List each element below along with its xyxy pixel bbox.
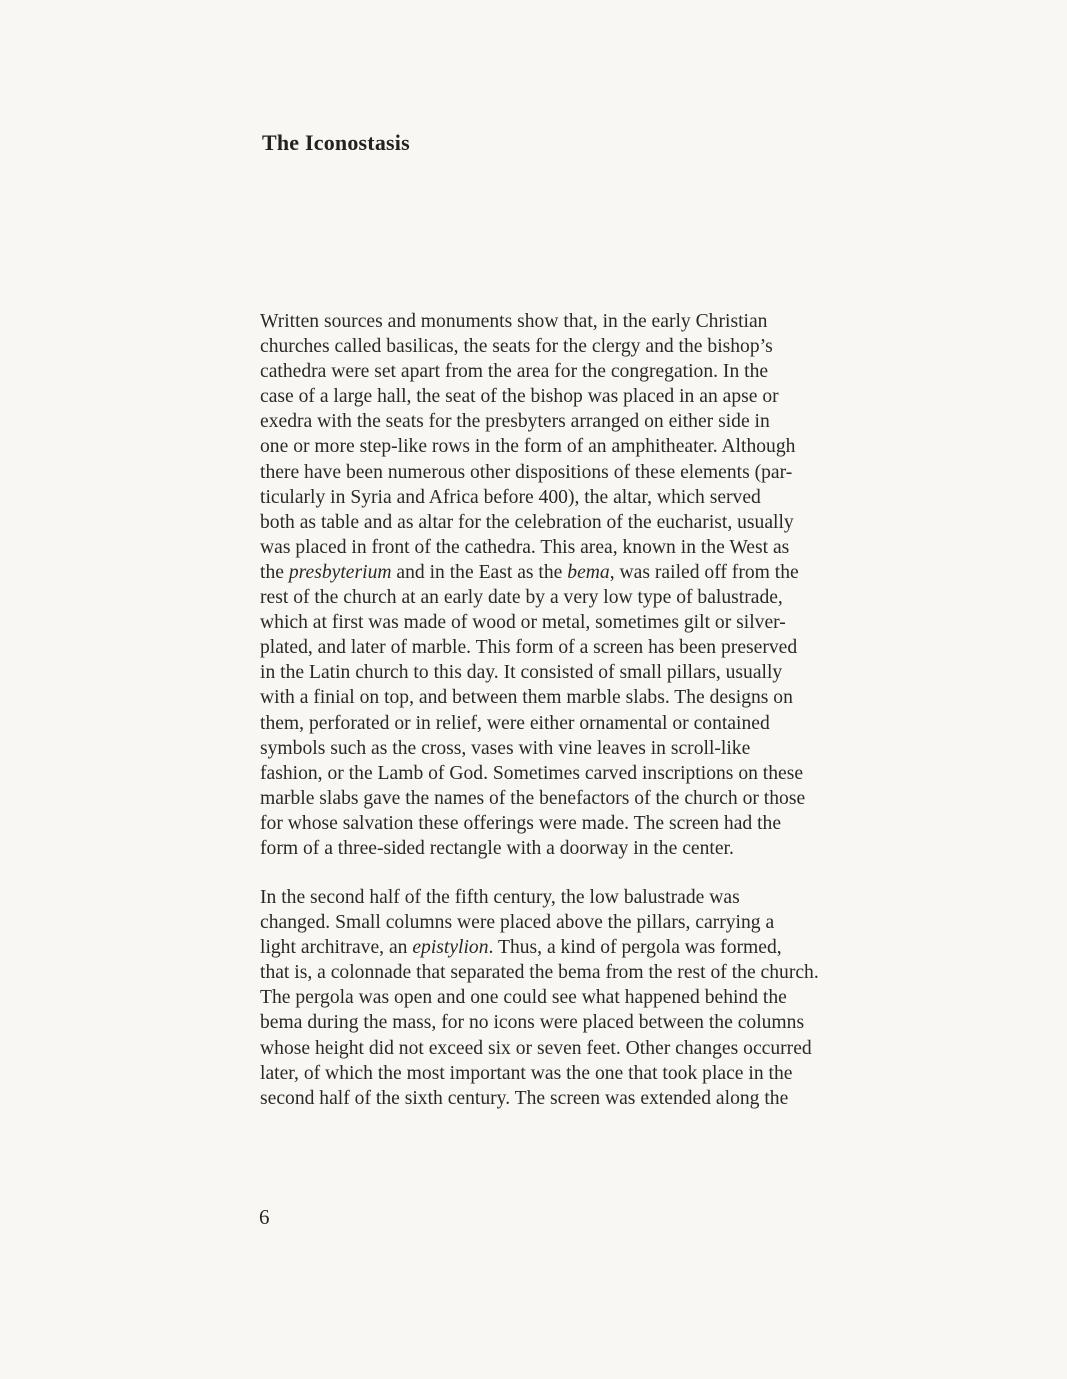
text-segment: which at first was made of wood or metal, sometimes gilt or silver- bbox=[260, 612, 786, 634]
text-line bbox=[260, 309, 805, 334]
text-line bbox=[260, 1010, 819, 1035]
text-segment: . Thus, a kind of pergola was formed, bbox=[488, 937, 782, 959]
text-segment: there have been numerous other dispositions of these elements (par- bbox=[260, 461, 793, 483]
text-segment: was placed in front of the cathedra. This area, known in the West as bbox=[260, 536, 790, 558]
text-segment: symbols such as the cross, vases with vine leaves in scroll-like bbox=[260, 737, 751, 759]
text-segment: The pergola was open and one could see what happened behind the bbox=[260, 987, 787, 1009]
paragraph-2 bbox=[260, 885, 819, 1111]
text-segment: form of a three-sided rectangle with a doorway in the center. bbox=[260, 837, 734, 859]
text-segment: rest of the church at an early date by a very low type of balustrade, bbox=[260, 587, 783, 609]
text-segment: , was railed off from the bbox=[609, 561, 799, 583]
text-line bbox=[260, 535, 805, 560]
text-line bbox=[260, 960, 819, 985]
text-line bbox=[260, 786, 805, 811]
text-segment: fashion, or the Lamb of God. Sometimes carved inscriptions on these bbox=[260, 762, 804, 784]
text-line bbox=[260, 761, 805, 786]
text-line bbox=[260, 685, 805, 710]
text-line bbox=[260, 985, 819, 1010]
page-heading: The Iconostasis bbox=[262, 130, 410, 155]
text-line bbox=[260, 610, 805, 635]
text-segment: bema during the mass, for no icons were placed between the columns bbox=[260, 1012, 805, 1034]
text-segment: light architrave, an bbox=[260, 937, 413, 959]
italic-term: epistylion bbox=[412, 937, 489, 959]
text-segment: exedra with the seats for the presbyters arranged on either side in bbox=[260, 411, 770, 433]
text-segment: for whose salvation these offerings were made. The screen had the bbox=[260, 812, 782, 834]
italic-term: bema bbox=[567, 561, 610, 583]
text-segment: second half of the sixth century. The screen was extended along the bbox=[260, 1087, 789, 1109]
text-line bbox=[260, 585, 805, 610]
text-segment: them, perforated or in relief, were either ornamental or contained bbox=[260, 712, 770, 734]
italic-term: presbyterium bbox=[288, 561, 392, 583]
text-line bbox=[260, 811, 805, 836]
text-line bbox=[260, 635, 805, 660]
text-line bbox=[260, 460, 805, 485]
text-segment: plated, and later of marble. This form of a screen has been preserved bbox=[260, 637, 798, 659]
page-number: 6 bbox=[259, 1205, 270, 1229]
text-segment: churches called basilicas, the seats for the clergy and the bishop’s bbox=[260, 336, 773, 358]
text-segment: in the Latin church to this day. It consisted of small pillars, usually bbox=[260, 662, 783, 684]
text-line bbox=[260, 434, 805, 459]
text-line bbox=[260, 736, 805, 761]
text-segment: Written sources and monuments show that, in the early Christian bbox=[260, 311, 768, 332]
text-segment: cathedra were set apart from the area for the congregation. In the bbox=[260, 361, 769, 383]
text-line bbox=[260, 359, 805, 384]
text-line bbox=[260, 409, 805, 434]
text-segment: whose height did not exceed six or seven feet. Other changes occurred bbox=[260, 1037, 812, 1059]
text-line bbox=[260, 384, 805, 409]
text-segment: both as table and as altar for the celebration of the eucharist, usually bbox=[260, 511, 794, 533]
text-segment: case of a large hall, the seat of the bishop was placed in an apse or bbox=[260, 386, 779, 408]
text-line bbox=[260, 1061, 819, 1086]
text-segment: later, of which the most important was the one that took place in the bbox=[260, 1062, 793, 1084]
text-line bbox=[260, 485, 805, 510]
text-line bbox=[260, 1036, 819, 1061]
text-line bbox=[260, 1086, 819, 1111]
text-line bbox=[260, 910, 819, 935]
text-line bbox=[260, 334, 805, 359]
text-segment: ticularly in Syria and Africa before 400), the altar, which served bbox=[260, 486, 761, 508]
text-segment: the bbox=[260, 561, 289, 583]
text-line bbox=[260, 885, 819, 910]
text-line bbox=[260, 711, 805, 736]
text-segment: In the second half of the fifth century, the low balustrade was bbox=[260, 887, 740, 908]
text-segment: changed. Small columns were placed above the pillars, carrying a bbox=[260, 912, 775, 934]
text-segment: that is, a colonnade that separated the bema from the rest of the church. bbox=[260, 962, 819, 984]
text-line bbox=[260, 510, 805, 535]
text-segment: with a finial on top, and between them marble slabs. The designs on bbox=[260, 687, 793, 709]
text-line bbox=[260, 560, 805, 585]
paragraph-1 bbox=[260, 309, 805, 861]
text-line bbox=[260, 935, 819, 960]
text-line bbox=[260, 660, 805, 685]
text-segment: and in the East as the bbox=[391, 561, 568, 583]
text-segment: marble slabs gave the names of the benefactors of the church or those bbox=[260, 787, 806, 809]
text-line bbox=[260, 836, 805, 861]
text-segment: one or more step-like rows in the form of an amphitheater. Although bbox=[260, 436, 796, 458]
